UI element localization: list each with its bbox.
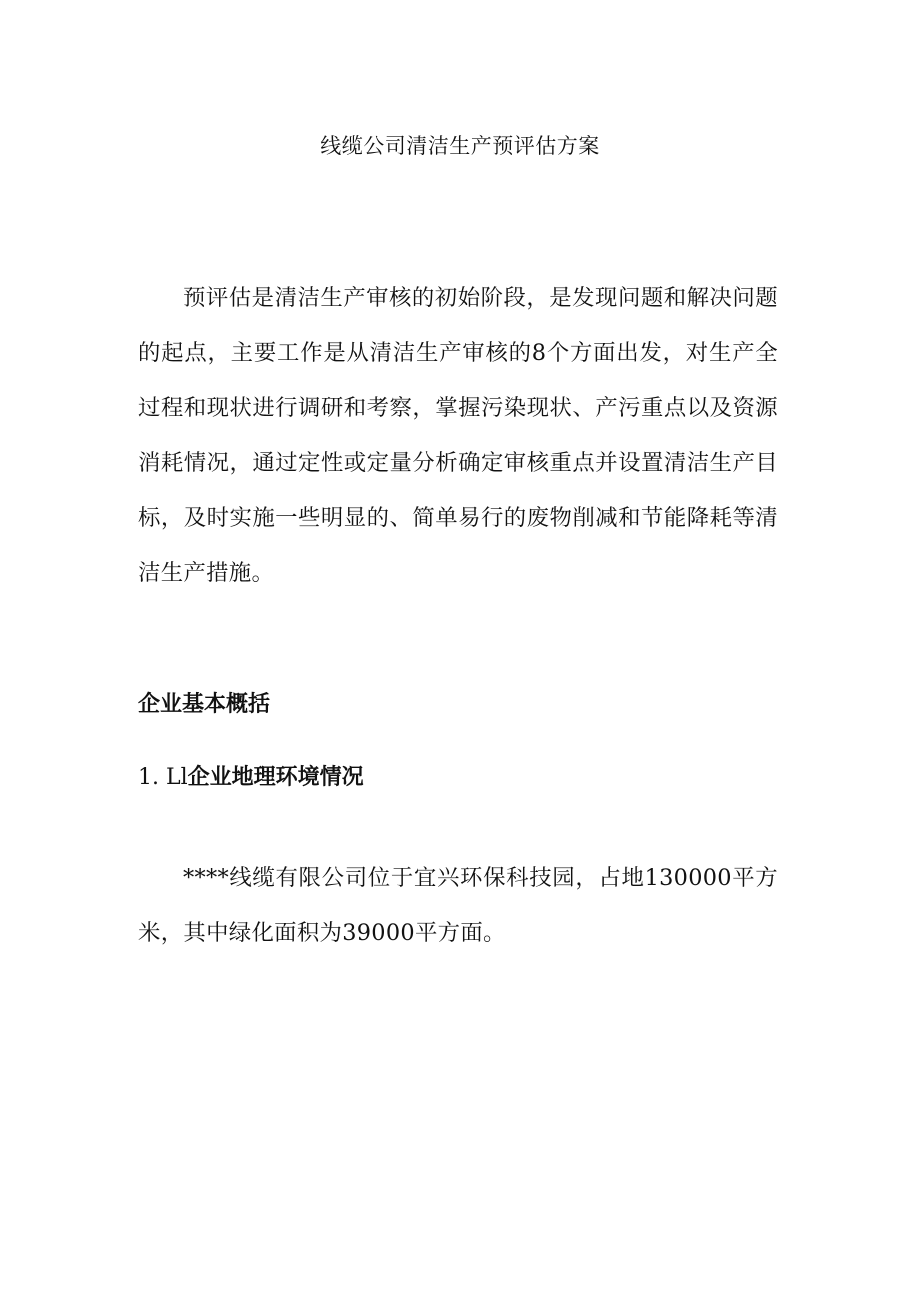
subsection-title: 企业地理环境情况 <box>187 764 364 790</box>
subsection-heading <box>138 757 778 798</box>
subsection-paragraph: ****线缆有限公司位于宜兴环保科技园，占地130000平方米，其中绿化面积为39000平方面。 <box>138 865 778 946</box>
section-heading: 企业基本概括 <box>138 691 271 717</box>
subsection-number: 1. Ll <box>138 765 188 790</box>
intro-paragraph: 预评估是清洁生产审核的初始阶段，是发现问题和解决问题的起点，主要工作是从清洁生产审核的8个方面出发，对生产全过程和现状进行调研和考察，掌握污染现状、产污重点以及资源消耗情况，通过定性或定量分析确定审核重点并设置清洁生产目标，及时实施一些明显的、简单易行的废物削减和节能降耗等清洁生产措施。 <box>138 285 778 586</box>
document-title: 线缆公司清洁生产预评估方案 <box>320 134 600 158</box>
